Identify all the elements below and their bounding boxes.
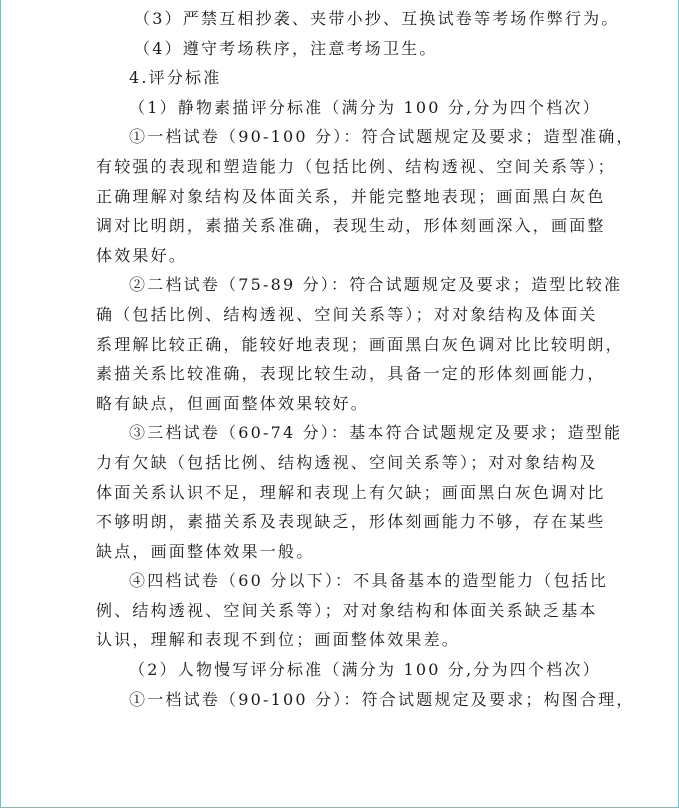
subsection-heading-figure-sketch: （2）人物慢写评分标准（满分为 100 分,分为四个档次） (129, 660, 601, 680)
grade-1-paragraph-line: 正确理解对象结构及体面关系，并能完整地表现；画面黑白灰色 (96, 186, 606, 206)
grade-4-paragraph-line: ④四档试卷（60 分以下）：不具备基本的造型能力（包括比 (129, 571, 609, 591)
grade-2-paragraph-line: 系理解比较正确，能较好地表现；画面黑白灰色调对比比较明朗， (96, 334, 624, 354)
grade-2-paragraph-line: ②二档试卷（75-89 分）：符合试题规定及要求；造型比较准 (129, 275, 623, 295)
grade-1-paragraph-line: 有较强的表现和塑造能力（包括比例、结构透视、空间关系等）； (96, 156, 616, 176)
section-heading-scoring: 4.评分标准 (129, 68, 222, 88)
grade-3-paragraph-line: ③三档试卷（60-74 分）：基本符合试题规定及要求；造型能 (129, 423, 623, 443)
grade-2-paragraph-line: 素描关系比较准确，表现比较生动，具备一定的形体刻画能力， (96, 364, 606, 384)
grade-2-paragraph-line: 确（包括比例、结构透视、空间关系等）；对对象结构及体面关 (96, 304, 598, 324)
rule-item-3: （3）严禁互相抄袭、夹带小抄、互换试卷等考场作弊行为。 (134, 9, 620, 28)
document-body (96, 4, 635, 714)
rule-item-4: （4）遵守考场秩序，注意考场卫生。 (134, 38, 438, 58)
grade-3-paragraph-line: 缺点，画面整体效果一般。 (96, 541, 315, 561)
grade-1-paragraph-line: ①一档试卷（90-100 分）：符合试题规定及要求；造型准确， (129, 127, 635, 147)
grade-3-paragraph-line: 体面关系认识不足，理解和表现上有欠缺；画面黑白灰色调对比 (96, 482, 606, 502)
grade-4-paragraph-line: 例、结构透视、空间关系等）；对对象结构和体面关系缺乏基本 (96, 600, 598, 620)
grade-3-paragraph-line: 不够明朗，素描关系及表现缺乏，形体刻画能力不够，存在某些 (96, 512, 606, 532)
grade-2-paragraph-line: 略有缺点，但画面整体效果较好。 (96, 393, 370, 413)
grade-1-paragraph-line: 体效果好。 (96, 245, 188, 265)
figure-grade-1-paragraph-line: ①一档试卷（90-100 分）：符合试题规定及要求；构图合理， (129, 689, 635, 709)
grade-1-paragraph-line: 调对比明朗，素描关系准确，表现生动，形体刻画深入，画面整 (96, 216, 606, 236)
subsection-heading-still-life: （1）静物素描评分标准（满分为 100 分,分为四个档次） (129, 97, 601, 117)
grade-3-paragraph-line: 力有欠缺（包括比例、结构透视、空间关系等）；对对象结构及 (96, 452, 598, 472)
grade-4-paragraph-line: 认识，理解和表现不到位；画面整体效果差。 (96, 630, 461, 650)
